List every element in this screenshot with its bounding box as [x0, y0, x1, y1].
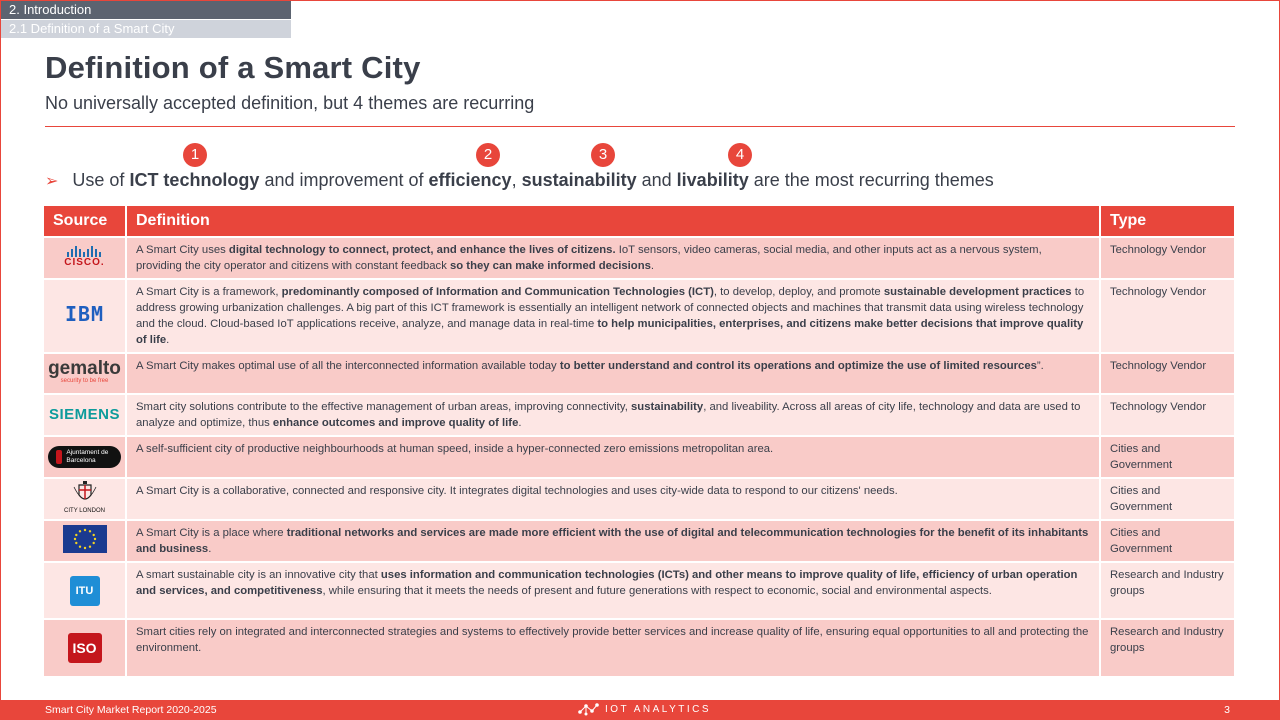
definitions-table: [44, 206, 1236, 676]
breadcrumb-subsection[interactable]: 2.1 Definition of a Smart City: [1, 20, 291, 38]
definition-cell: [126, 353, 1100, 394]
footer-report-title: Smart City Market Report 2020-2025: [45, 704, 217, 716]
network-logo-icon: [577, 702, 599, 716]
table-row: [44, 478, 1235, 520]
table-row: [44, 394, 1235, 436]
definition-cell: [126, 436, 1100, 478]
definition-text: A Smart City is a collaborative, connected and responsive city. It integrates digital technologies and uses city-wide data to respond to our citizens' needs.: [136, 485, 898, 497]
definition-highlight: sustainability: [631, 401, 704, 413]
bullet-text-2: and improvement of: [259, 170, 429, 190]
city-of-london-logo: CITY LONDON: [64, 481, 105, 515]
definition-text: to address growing urbanization challenges. A big part of this ICT framework is essentially an intelligent network of connected objects and machines that transmit data using wireless technology and the cloud. Cloud-based IoT applications receive, analyze, and manage data in real-time: [136, 286, 1085, 330]
type-cell: Cities and Government: [1100, 436, 1235, 478]
definition-text: .: [208, 543, 212, 555]
source-cell: [44, 478, 126, 520]
source-cell: [44, 237, 126, 279]
type-cell: Technology Vendor: [1100, 353, 1235, 394]
header-source: Source: [44, 206, 126, 237]
header-type: Type: [1100, 206, 1235, 237]
definition-text: , to develop, deploy, and promote: [713, 286, 884, 298]
themes-bullet: [45, 170, 994, 191]
definition-cell: [126, 279, 1100, 353]
theme-badge-2: 2: [476, 143, 500, 167]
definition-text: ”.: [1036, 360, 1044, 372]
gemalto-logo: gemalto security to be free: [48, 358, 121, 384]
theme-badge-1: 1: [183, 143, 207, 167]
definition-text: A Smart City uses: [136, 244, 229, 256]
type-cell: Technology Vendor: [1100, 394, 1235, 436]
definition-text: .: [518, 417, 522, 429]
definition-cell: [126, 394, 1100, 436]
definition-highlight: traditional networks and services are made more efficient with the use of digital and telecommunication technologies for the benefit of its inhabitants and business: [136, 527, 1089, 555]
theme-efficiency: efficiency: [428, 170, 512, 190]
source-cell: [44, 436, 126, 478]
definition-highlight: sustainable development practices: [883, 286, 1072, 298]
source-cell: [44, 279, 126, 353]
definition-text: .: [650, 260, 655, 272]
footer-brand: [577, 700, 711, 720]
table-row: [44, 436, 1235, 478]
bullet-text-1: Use of: [72, 170, 130, 190]
breadcrumb-section[interactable]: 2. Introduction: [1, 1, 291, 19]
definition-text: .: [166, 334, 170, 346]
itu-logo: ITU: [70, 576, 100, 606]
siemens-logo: SIEMENS: [48, 405, 120, 423]
source-cell: [44, 562, 126, 619]
definition-highlight: digital technology to connect, protect, and enhance the lives of citizens.: [228, 244, 616, 256]
barcelona-shield-icon: [56, 450, 62, 464]
iso-logo: ISO: [68, 633, 102, 663]
source-cell: [44, 520, 126, 562]
table-row: [44, 237, 1235, 279]
definition-cell: [126, 237, 1100, 279]
page-title: Definition of a Smart City: [45, 50, 421, 85]
barcelona-logo: Ajuntament de Barcelona: [48, 446, 121, 468]
source-cell: [44, 353, 126, 394]
definition-cell: [126, 619, 1100, 676]
definition-highlight: so they can make informed decisions: [449, 260, 651, 272]
page-subtitle: No universally accepted definition, but 4 themes are recurring: [45, 93, 535, 113]
type-cell: Cities and Government: [1100, 478, 1235, 520]
bullet-text-4: and: [636, 170, 677, 190]
definition-text: A Smart City is a framework,: [136, 286, 282, 298]
table-row: [44, 520, 1235, 562]
definition-text: , and liveability. Across all areas of city life, technology and data are used to analyze and optimize, thus: [136, 401, 1081, 429]
theme-badge-4: 4: [728, 143, 752, 167]
definition-text: A Smart City is a place where: [136, 527, 287, 539]
definition-highlight: enhance outcomes and improve quality of life: [272, 417, 519, 429]
theme-badge-3: 3: [591, 143, 615, 167]
london-crest-icon: [71, 481, 99, 505]
table-row: [44, 562, 1235, 619]
arrow-bullet-icon: ➢: [45, 173, 59, 190]
definition-highlight: uses information and communication technologies (ICTs) and other means to improve quality of life, efficiency of urban operation and services, and competitiveness: [136, 569, 1078, 597]
definition-text: , while ensuring that it meets the needs of present and future generations with respect to economic, social and environmental aspects.: [322, 585, 992, 597]
definition-highlight: to better understand and control its operations and optimize the use of limited resources: [559, 360, 1037, 372]
type-cell: Research and Industry groups: [1100, 619, 1235, 676]
theme-ict: ICT technology: [129, 170, 260, 190]
source-cell: [44, 619, 126, 676]
definition-cell: [126, 478, 1100, 520]
definition-highlight: to help municipalities, enterprises, and citizens make better decisions that improve quality of life: [136, 318, 1084, 346]
definition-cell: [126, 520, 1100, 562]
bullet-text-5: are the most recurring themes: [748, 170, 994, 190]
bullet-text-3: ,: [511, 170, 522, 190]
table-row: [44, 353, 1235, 394]
eu-flag-logo: [63, 525, 107, 553]
definition-cell: [126, 562, 1100, 619]
definition-highlight: predominantly composed of Information and Communication Technologies (ICT): [281, 286, 714, 298]
title-divider: [45, 126, 1235, 127]
ibm-logo: IBM: [64, 302, 105, 326]
type-cell: Cities and Government: [1100, 520, 1235, 562]
table-header-row: [44, 206, 1235, 237]
theme-livability: livability: [676, 170, 749, 190]
cisco-logo: CISCO.: [64, 246, 104, 269]
type-cell: Research and Industry groups: [1100, 562, 1235, 619]
definition-text: IoT sensors, video cameras, social media, and other inputs act as a nervous system, providing the city operator and citizens with constant feedback: [136, 244, 1042, 272]
theme-sustainability: sustainability: [521, 170, 637, 190]
header-definition: Definition: [126, 206, 1100, 237]
definition-text: A smart sustainable city is an innovative city that: [136, 569, 381, 581]
type-cell: Technology Vendor: [1100, 279, 1235, 353]
footer-bar: [0, 700, 1280, 720]
source-cell: [44, 394, 126, 436]
definition-text: A self-sufficient city of productive neighbourhoods at human speed, inside a hyper-connected zero emissions metropolitan area.: [136, 443, 774, 455]
footer-brand-text: IOT ANALYTICS: [605, 704, 712, 715]
definition-text: A Smart City makes optimal use of all the interconnected information available today: [136, 360, 560, 372]
table-row: [44, 619, 1235, 676]
eu-stars-icon: [63, 525, 107, 553]
page-number: 3: [1224, 704, 1230, 716]
type-cell: Technology Vendor: [1100, 237, 1235, 279]
definition-text: Smart city solutions contribute to the effective management of urban areas, improving connectivity,: [136, 401, 632, 413]
table-row: [44, 279, 1235, 353]
definition-text: Smart cities rely on integrated and interconnected strategies and systems to effectively provide better services and increase quality of life, ensuring equal opportunities to all and protecting the environment.: [136, 626, 1089, 654]
